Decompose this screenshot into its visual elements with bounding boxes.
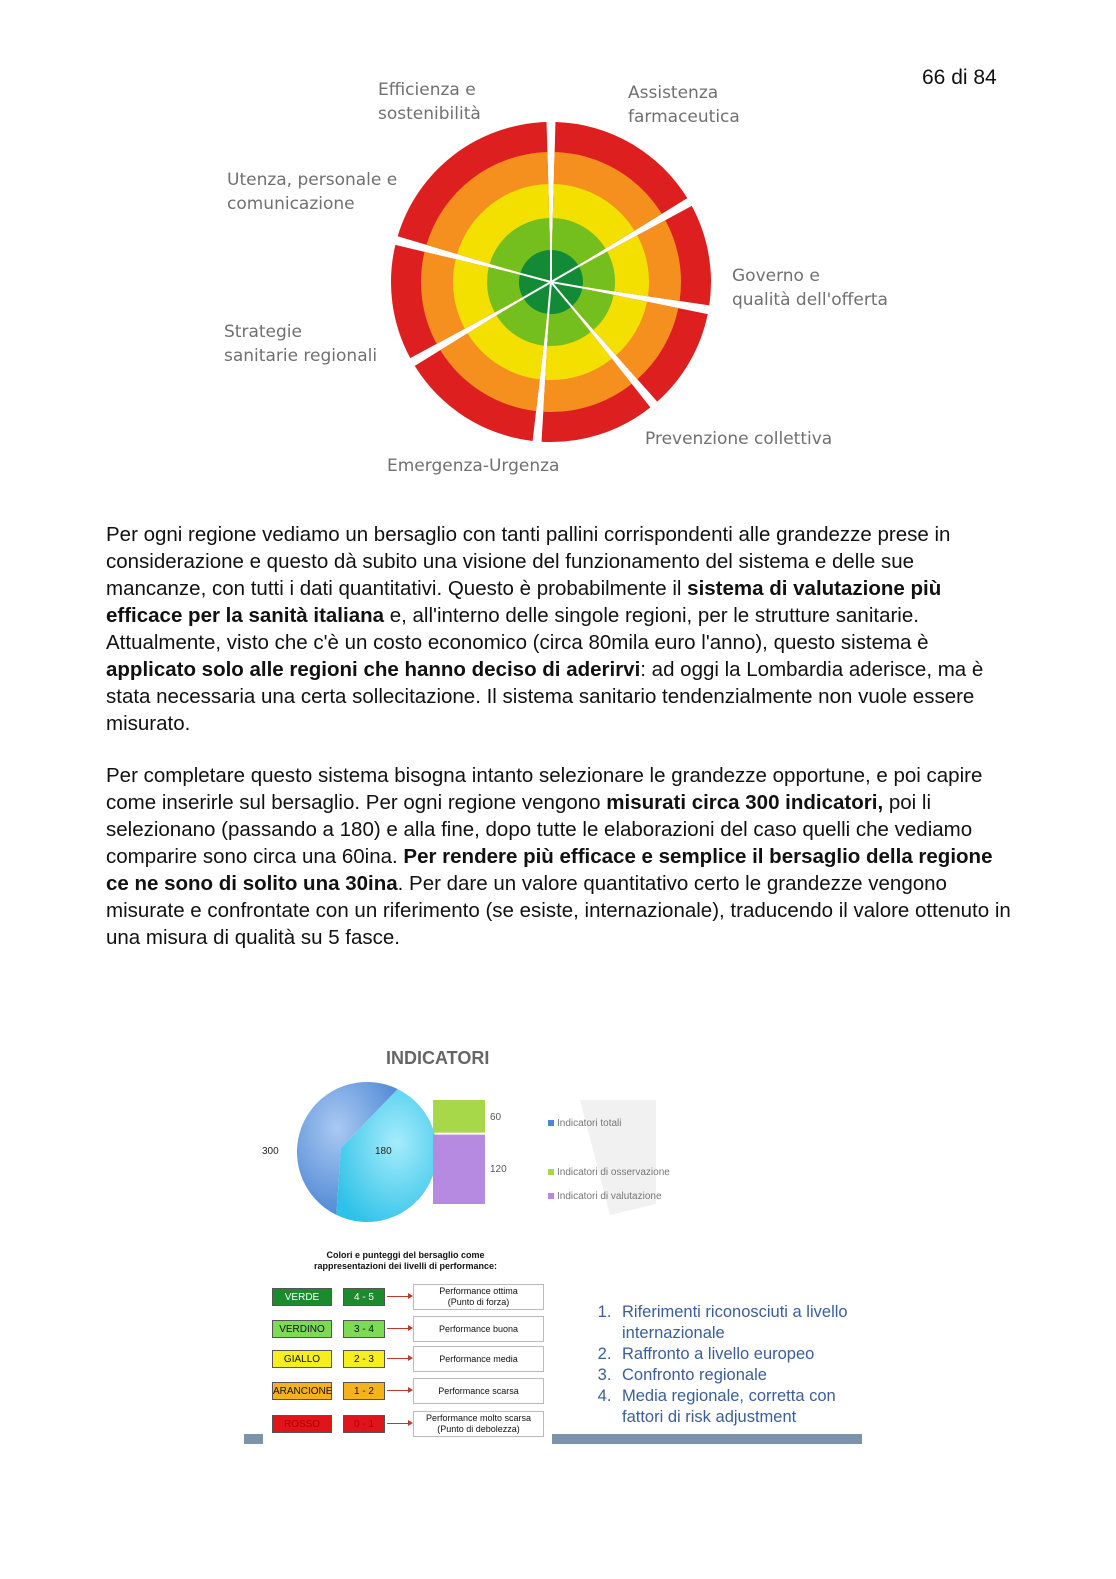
- stack-bottom-label: 120: [490, 1164, 507, 1175]
- label-emergenza: Emergenza-Urgenza: [387, 456, 560, 476]
- riferimenti-list: [590, 1302, 848, 1428]
- band-performance: Performance media: [413, 1346, 544, 1372]
- band-performance: Performance molto scarsa (Punto di debolezza): [413, 1411, 544, 1437]
- label-strategie-line2: sanitarie regionali: [224, 346, 378, 366]
- arrow-icon: [387, 1328, 411, 1329]
- footer-bar-right: [552, 1434, 862, 1444]
- stack-top-label: 60: [490, 1112, 502, 1123]
- label-efficienza-line2: sostenibilità: [378, 104, 481, 124]
- band-name: ROSSO: [272, 1415, 332, 1433]
- band-score: 0 - 1: [343, 1415, 385, 1433]
- paragraph-2: Per completare questo sistema bisogna intanto selezionare le grandezze opportune, e poi capire come inserirle sul bersaglio. Per ogni regione vengono misurati circa 300 indicatori, poi li selezionano (passando a 180) e alla fine, dopo tutte le elaborazioni del caso quelli che vediamo comparire sono circa una 60ina. Per rendere più efficace e semplice il bersaglio della regione ce ne sono di solito una 30ina. Per dare un valore quantitativo certo le grandezze vengono misurate e confrontate con un riferimento (se esiste, internazionale), traducendo il valore ottenuto in una misura di qualità su 5 fasce.: [106, 764, 1011, 949]
- band-name: VERDE: [272, 1288, 332, 1306]
- riferimento-item: 4. Media regionale, corretta con fattori di risk adjustment: [616, 1386, 848, 1428]
- label-governo-line1: Governo e: [732, 266, 820, 286]
- label-governo-line2: qualità dell'offerta: [732, 290, 888, 310]
- label-strategie-line1: Strategie: [224, 322, 302, 342]
- paragraph-1: Per ogni regione vediamo un bersaglio con tanti pallini corrispondenti alle grandezze prese in considerazione e questo dà subito una visione del funzionamento del sistema e delle sue mancanze, con tutti i dati quantitativi. Questo è probabilmente il sistema di valutazione più efficace per la sanità italiana e, all'interno delle singole regioni, per le strutture sanitarie. Attualmente, visto che c'è un costo economico (circa 80mila euro l'anno), questo sistema è applicato solo alle regioni che hanno deciso di aderirvi: ad oggi la Lombardia aderisce, ma è stata necessaria una certa sollecitazione. Il sistema sanitario tendenzialmente non vuole essere misurato.: [106, 523, 984, 735]
- label-assistenza-line1: Assistenza: [628, 83, 719, 103]
- footer-bar-left: [244, 1434, 263, 1444]
- label-prevenzione: Prevenzione collettiva: [645, 429, 833, 449]
- riferimento-item: 3. Confronto regionale: [616, 1365, 848, 1386]
- label-efficienza-line1: Efficienza e: [378, 80, 476, 100]
- band-name: ARANCIONE: [272, 1382, 332, 1400]
- band-name: GIALLO: [272, 1350, 332, 1368]
- target-rings: [391, 122, 711, 442]
- band-performance: Performance buona: [413, 1316, 544, 1342]
- legend-totali: Indicatori totali: [548, 1118, 621, 1129]
- pie-total-label: 300: [262, 1146, 279, 1157]
- arrow-icon: [387, 1423, 411, 1424]
- indicatori-title: INDICATORI: [386, 1048, 490, 1068]
- bersaglio-diagram: [0, 0, 1116, 500]
- indicatori-chart: [240, 1040, 880, 1240]
- arrow-icon: [387, 1296, 411, 1297]
- label-assistenza-line2: farmaceutica: [628, 107, 740, 127]
- band-score: 2 - 3: [343, 1350, 385, 1368]
- band-name: VERDINO: [272, 1320, 332, 1338]
- band-score: 4 - 5: [343, 1288, 385, 1306]
- label-utenza-line1: Utenza, personale e: [227, 170, 398, 190]
- band-performance: Performance ottima (Punto di forza): [413, 1284, 544, 1310]
- riferimento-item: 2. Raffronto a livello europeo: [616, 1344, 848, 1365]
- label-utenza-line2: comunicazione: [227, 194, 355, 214]
- stack-bar-valutazione: [433, 1135, 485, 1204]
- legend-osservazione: Indicatori di osservazione: [548, 1167, 670, 1178]
- riferimento-item: 1. Riferimenti riconosciuti a livello internazionale: [616, 1302, 848, 1344]
- legend-valutazione: Indicatori di valutazione: [548, 1191, 662, 1202]
- indicatori-figure: [240, 1040, 880, 1450]
- band-performance: Performance scarsa: [413, 1378, 544, 1404]
- band-score: 1 - 2: [343, 1382, 385, 1400]
- band-score: 3 - 4: [343, 1320, 385, 1338]
- colori-title: Colori e punteggi del bersaglio come rappresentazioni dei livelli di performance:: [313, 1250, 498, 1271]
- pie-selected-label: 180: [375, 1146, 392, 1157]
- page-number: 66 di 84: [922, 66, 997, 89]
- stack-bar-osservazione: [433, 1100, 485, 1133]
- arrow-icon: [387, 1358, 411, 1359]
- arrow-icon: [387, 1390, 411, 1391]
